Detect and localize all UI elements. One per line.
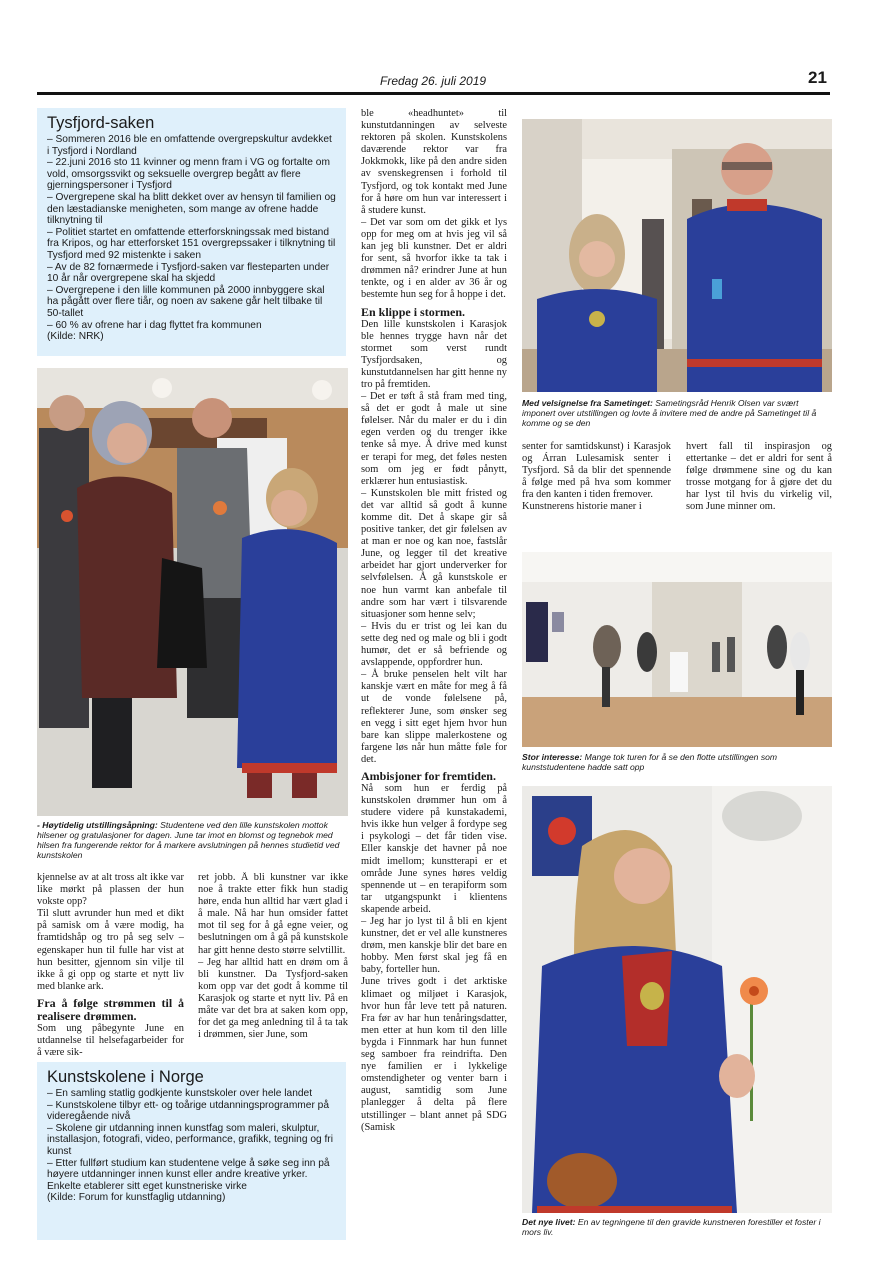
factbox-tysfjord xyxy=(37,108,346,356)
page-number: 21 xyxy=(808,68,827,87)
article-column-1 xyxy=(37,872,184,1068)
photo-ceremony xyxy=(37,368,348,816)
caption-photo-ceremony xyxy=(37,820,348,862)
factbox-item: – Overgrepene skal ha blitt dekket over av hensyn til familien og den læstadianske menigheten, som mange av ofrene hadde tilknytning til xyxy=(47,191,336,227)
factbox-source: (Kilde: Forum for kunstfaglig utdanning) xyxy=(47,1192,226,1204)
paragraph: Til slutt avrunder hun med et dikt på samisk om å være modig, ha framtidshåp og tro på seg selv – egenskaper hun til fulle har vist at hun besitter, gjennom sin vilje til ikke å gi opp og starte et nytt liv med blanke ark. xyxy=(37,908,184,992)
subheading: Ambisjoner for fremtiden. xyxy=(361,768,496,783)
factbox-item: – Sommeren 2016 ble en omfattende overgrepskultur avdekket i Tysfjord i Nordland xyxy=(47,134,332,157)
caption-text: En av tegningene til den gravide kunstneren forestiller et foster i mors liv. xyxy=(522,1217,821,1237)
factbox-source: (Kilde: NRK) xyxy=(47,331,104,343)
subheading: En klippe i stormen. xyxy=(361,304,466,319)
paragraph: June trives godt i det arktiske klimaet og miljøet i Karasjok, hvor hun får leve tett på naturen. Fra før av har hun tenåringsdatter, men etter at hun kom til den lille bygda i Finnmark har hun funnet seg samboer fra reindrifta. Den nye familien er i lykkelige omstendigheter og venter barn i august, samtidig som June planlegger å delta på flere utstillinger – blant annet på SDG (Samisk xyxy=(361,976,507,1133)
caption-text: Sametingsråd Henrik Olsen var svært imponert over utstillingen og lovte å invitere med de andre på Sametinget til å komme og se den xyxy=(522,398,817,428)
caption-photo-artist-portrait xyxy=(522,1217,832,1239)
paragraph: ret jobb. Å bli kunstner var ikke noe å trakte etter fikk hun stadig høre, enda hun alltid har vært glad i å male. Nå har hun omsider fattet mot til seg for å gå egne veier, og beslutningen om å gå på kunstskole har gitt henne desto større selvtillit. xyxy=(198,872,348,956)
subheading: Fra å følge strømmen til å realisere drømmen. xyxy=(37,995,184,1023)
paragraph: – Jeg har alltid hatt en drøm om å bli kunstner. Da Tysfjord-saken kom opp var det godt å komme til Karasjok og starte et nytt liv. På en måte var det bra at saken kom opp, for det ga meg anledning til å ta tak i drømmen, sier June, som xyxy=(198,956,348,1041)
article-column-3 xyxy=(361,108,507,1232)
article-column-5 xyxy=(686,441,832,537)
factbox-item: – Kunstskolene tilbyr ett- og toårige utdanningsprogrammer på videregående nivå xyxy=(47,1099,330,1123)
header-rule xyxy=(37,92,830,95)
paragraph: – Å bruke penselen helt vilt har kanskje vært en måte for meg å få ut de vonde følelsene på, reflekterer June, som ønsker seg en vegg i sitt eget hjem hvor hun bare kan slippe malerkostene og fargene løs når hun måtte føle for det. xyxy=(361,669,507,765)
factbox-item: – 22.juni 2016 sto 11 kvinner og menn fram i VG og fortalte om vold, omsorgssvikt og seksuelle overgrep begått av flere gjerningspersoner i Tysfjord xyxy=(47,157,330,192)
factbox-title: Tysfjord-saken xyxy=(47,114,155,132)
factbox-item: – Av de 82 fornærmede i Tysfjord-saken var flesteparten under 10 år når overgrepene skal ha skjedd xyxy=(47,261,330,285)
caption-text: Studentene ved den lille kunstskolen mottok hilsener og gratulasjoner for dagen. June tar imot en blomst og tegnebok med hilsen fra fungerende rektor for å markere avslutningen på hennes studietid ved kunstskolen xyxy=(37,820,340,860)
paragraph: – Hvis du er trist og lei kan du sette deg ned og male og bli i godt humør, det er så befriende og avslappende, oppfordrer hun. xyxy=(361,620,507,669)
factbox-item: – 60 % av ofrene har i dag flyttet fra kommunen xyxy=(47,319,262,331)
caption-label: Det nye livet: xyxy=(522,1217,576,1227)
photo-sametinget xyxy=(522,119,832,392)
factbox-title: Kunstskolene i Norge xyxy=(47,1068,204,1086)
caption-photo-sametinget xyxy=(522,398,832,430)
paragraph: – Det var som om det gikk et lys opp for meg om at hvis jeg vil så kan jeg bli kunstner. Det er aldri for sent, så hvorfor ikke ta tak i drømmen nå? erindrer June at hun tenkte, og i en alder av 36 år og bestemte hun seg for å hoppe i det. xyxy=(361,216,507,301)
issue-date: Fredag 26. juli 2019 xyxy=(380,74,487,88)
factbox-item: – Overgrepene i den lille kommunen på 2000 innbyggere skal ha pågått over flere tiår, og noen av sakene går helt tilbake til 50-tallet xyxy=(47,284,325,319)
paragraph: – Det er tøft å stå fram med ting, så det er godt å male ut sine følelser. Når du maler er du i din egen verden og du trenger ikke tenke så mye. Å drive med kunst er terapi for meg, det føles nesten som om jeg er født pånytt, erklærer hun entusiastisk. xyxy=(361,391,507,487)
caption-text: Mange tok turen for å se den flotte utstillingen som kunststudentene hadde satt opp xyxy=(522,752,778,772)
photo-gallery xyxy=(522,552,832,747)
factbox-item: – Politiet startet en omfattende etterforskningssak med bistand fra Kripos, og har etterforsket 151 overgrepssaker i tilknytning til Tysfjord med 92 mistenkte i saken xyxy=(47,226,336,261)
paragraph: – Jeg har jo lyst til å bli en kjent kunstner, det er vel alle kunstneres drøm, men kanskje blir det bare en hobby. Men først skal jeg få en baby, forteller hun. xyxy=(361,916,507,976)
article-column-2 xyxy=(198,872,348,1068)
factbox-kunstskolene xyxy=(37,1062,346,1240)
paragraph: hvert fall til inspirasjon og ettertanke – det er aldri for sent å følge drømmene sine og du kan trosse motgang for å gjøre det du har lyst til hvis du virkelig vil, som June minner om. xyxy=(686,441,832,513)
factbox-item: – En samling statlig godkjente kunstskoler over hele landet xyxy=(47,1088,313,1099)
photo-artist-portrait xyxy=(522,786,832,1213)
paragraph: Den lille kunstskolen i Karasjok ble hennes trygge havn når det stormet som verst rundt Tysfjordsaken, og kunstutdannelsen har gitt henne ny tro på fremtiden. xyxy=(361,318,507,390)
caption-label: Stor interesse: xyxy=(522,752,583,762)
paragraph: Nå som hun er ferdig på kunstskolen drømmer hun om å studere videre på kunstakademi, hvis ikke hun velger å fordype seg i psykologi – det får tiden vise. Eller kanskje det havner på noe midt imellom; kunstterapi er et område June synes høres veldig spennende ut – en terapiform som tar utgangspunkt i klientens skapende arbeid. xyxy=(361,782,507,915)
paragraph: ble «headhuntet» til kunstutdanningen av selveste rektoren på skolen. Kunstskolens daværende rektor var fra Jokkmokk, like på den andre siden av svenskegrensen i forhold til Tysfjord, og tok kontakt med June for å høre om hun var interessert i å studere kunst. xyxy=(361,108,507,216)
paragraph: Som ung påbegynte June en utdannelse til helsefagarbeider for å være sik- xyxy=(37,1022,184,1059)
paragraph: kjennelse av at alt tross alt ikke var like mørkt på plassen der hun vokste opp? xyxy=(37,872,184,908)
article-column-4 xyxy=(522,441,671,537)
paragraph: Kunstnerens historie maner i xyxy=(522,501,642,513)
caption-label: - Høytidelig utstillingsåpning: xyxy=(37,820,158,830)
paragraph: senter for samtidskunst) i Karasjok og Árran Lulesamisk senter i Tysfjord. Så da blir det spennende å følge med på hva som kommer fra den kanten i tiden fremover. xyxy=(522,441,671,501)
factbox-item: – Etter fullført studium kan studentene velge å søke seg inn på høyere utdanninger innen kunst eller andre kreative yrker. Enkelte etablerer sitt eget kunstneriske virke xyxy=(47,1157,330,1192)
paragraph: – Kunstskolen ble mitt fristed og det var alltid så godt å kunne komme dit. Det å skape gir så positive tanker, det gir følelsen av at man er noe og kan noe, fastslår June, og legger til det kreative arbeidet har gjort underverker for selvfølelsen. Å gå kunstskole er noe hun varmt kan anbefale til andre som har vært i tilsvarende situasjoner som henne selv; xyxy=(361,487,507,620)
factbox-item: – Skolene gir utdanning innen kunstfag som maleri, skulptur, installasjon, fotografi, video, performance, grafikk, tegning og fri kunst xyxy=(47,1122,333,1157)
caption-label: Med velsignelse fra Sametinget: xyxy=(522,398,653,408)
caption-photo-gallery xyxy=(522,752,832,774)
